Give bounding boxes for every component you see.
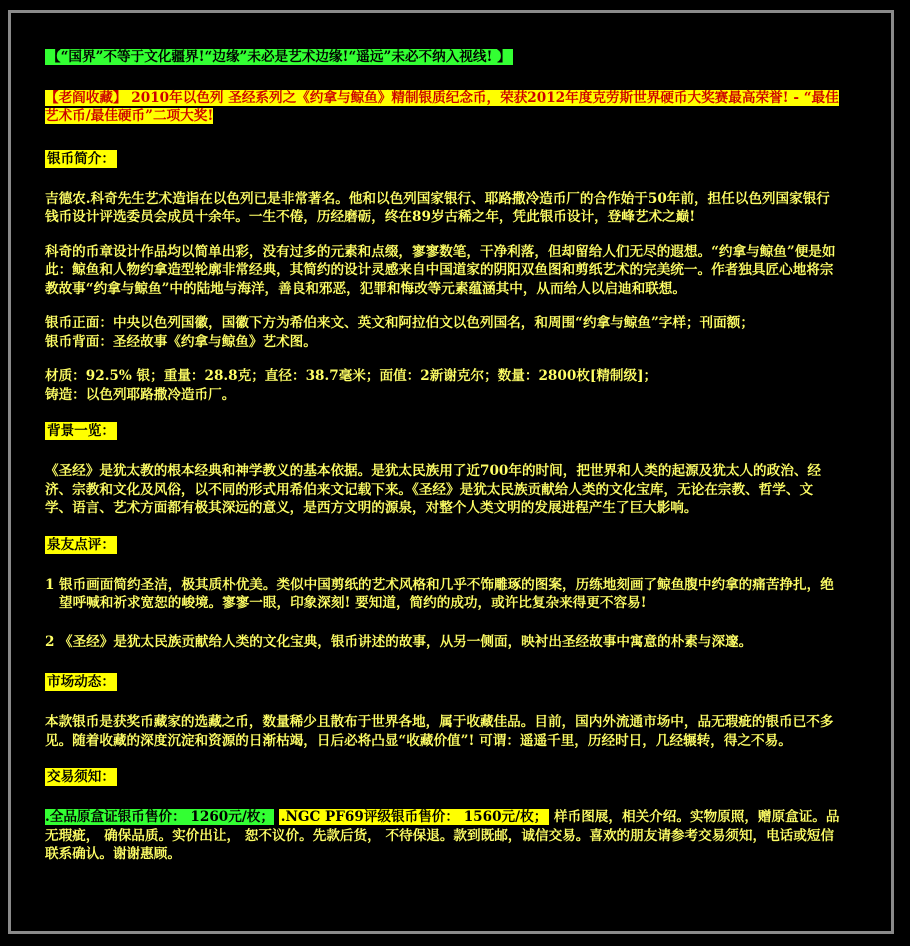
section-heading-coin-intro: 银币简介： <box>47 150 115 167</box>
market-paragraph: 本款银币是获奖币藏家的选藏之币，数量稀少且散布于世界各地，属于收藏佳品。目前，国内外流通市场中，品无瑕疵的银币已不多见。随着收藏的深度沉淀和资源的日渐枯竭，日后必将凸显“收藏价值”! 可谓：遥遥千里，历经时日，几经辗转，得之不易。 <box>45 714 834 749</box>
trade-terms-text: 样币图展，相关介绍。实物原照，赠原盒证。品无瑕疵， 确保品质。实价出让， 恕不议价。先款后货， 不待保退。款到既邮，诚信交易。喜欢的朋友请参考交易须知，电话或短信联系确认。谢谢惠顾。 <box>45 809 840 862</box>
intro-text: 【老阎收藏】 2010年以色列 圣经系列之《约拿与鲸鱼》精制银质纪念币，荣获2012年度克劳斯世界硬币大奖赛最高荣誉! - “最佳艺术币/最佳硬币”二项大奖! <box>45 89 839 124</box>
section-heading-reviews: 泉友点评： <box>47 536 115 553</box>
trade-paragraph <box>45 808 840 864</box>
review-item <box>45 633 840 652</box>
review-item <box>45 576 840 613</box>
price-original-box: .全品原盒证银币售价： 1260元/枚； <box>45 809 274 825</box>
section-heading-market: 市场动态： <box>47 674 115 690</box>
coin-sides-paragraph: 银币正面：中央以色列国徽，国徽下方为希伯来文、英文和阿拉伯文以色列国名，和周围“约拿与鲸鱼”字样；刊面额； 银币背面：圣经故事《约拿与鲸鱼》艺术图。 <box>45 315 754 350</box>
background-paragraph: 《圣经》是犹太教的根本经典和神学教义的基本依据。是犹太民族用了近700年的时间，把世界和人类的起源及犹太人的政治、经济、宗教和文化及风俗，以不同的形式用希伯来文记载下来。《圣经》是犹太民族贡献给人类的文化宝库，无论在宗教、哲学、文学、语言、艺术方面都有极其深远的意义，是西方文明的源泉，对整个人类文明的发展进程产生了巨大影响。 <box>45 463 822 516</box>
banner-text: 【“国界”不等于文化疆界!“边缘”未必是艺术边缘!“遥远”未必不纳入视线! 】 <box>47 49 511 65</box>
coin-intro-paragraph: 科奇的币章设计作品均以简单出彩，没有过多的元素和点缀，寥寥数笔，干净利落，但却留给人们无尽的遐想。“约拿与鲸鱼”便是如此：鲸鱼和人物约拿造型轮廓非常经典，其简约的设计灵感来自中国道家的阴阳双鱼图和剪纸艺术的完美统一。作者独具匠心地将宗教故事“约拿与鲸鱼”中的陆地与海洋，善良和邪恶，犯罪和悔改等元素蕴涵其中，从而给人以启迪和联想。 <box>45 243 836 297</box>
coin-specs-paragraph: 材质：92.5% 银；重量：28.8克；直径：38.7毫米；面值：2新谢克尔；数量：2800枚[精制级]； 铸造：以色列耶路撒冷造币厂。 <box>45 368 658 403</box>
banner-line <box>45 48 840 67</box>
section-heading-background: 背景一览： <box>47 423 115 439</box>
article-content <box>45 48 840 864</box>
intro-paragraph <box>45 89 840 126</box>
price-ngc-graded: .NGC PF69评级银币售价： 1560元/枚； <box>280 809 548 825</box>
review-text: 《圣经》是犹太民族贡献给人类的文化宝典，银币讲述的故事，从另一侧面，映衬出圣经故事中寓意的朴素与深邃。 <box>59 633 753 650</box>
review-number: 1 <box>45 576 55 593</box>
review-number: 2 <box>45 633 55 650</box>
review-text: 银币画面简约圣洁，极其质朴优美。类似中国剪纸的艺术风格和几乎不饰雕琢的图案，历练地刻画了鲸鱼腹中约拿的痛苦挣扎，绝望呼喊和祈求宽恕的峻境。寥寥一眼，印象深刻! 要知道，简约的成功，或许比复杂来得更不容易! <box>59 576 834 611</box>
section-heading-trade: 交易须知： <box>47 769 115 785</box>
coin-intro-paragraph: 吉德农.科奇先生艺术造诣在以色列已是非常著名。他和以色列国家银行、耶路撒冷造币厂的合作始于50年前，担任以色列国家银行钱币设计评选委员会成员十余年。一生不倦，历经磨砺，终在89岁古稀之年，凭此银币设计，登峰艺术之巅! <box>45 190 830 225</box>
